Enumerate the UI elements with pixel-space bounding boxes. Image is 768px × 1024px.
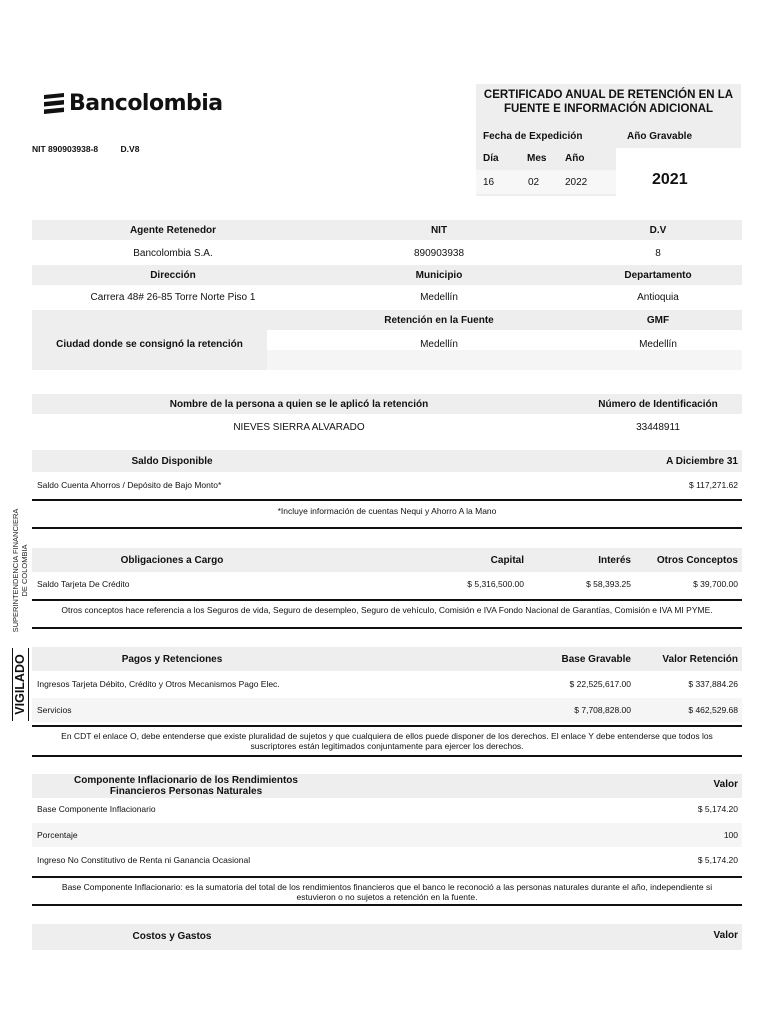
saldo-note: *Incluye información de cuentas Nequi y Ahorro A la Mano xyxy=(277,506,497,516)
numero-identificacion-value: 33448911 xyxy=(636,421,680,433)
ano-gravable-label: Año Gravable xyxy=(627,130,693,142)
costos-header: Costos y Gastos xyxy=(132,930,212,942)
divider xyxy=(32,627,742,629)
componente-row-label: Ingreso No Constitutivo de Renta ni Ganancia Ocasional xyxy=(37,855,251,865)
pagos-row-base: $ 22,525,617.00 xyxy=(569,679,631,689)
ciudad-label: Ciudad donde se consignó la retención xyxy=(56,338,243,350)
pagos-row-bg xyxy=(32,698,742,722)
valor-retencion-header: Valor Retención xyxy=(662,653,738,665)
divider xyxy=(32,599,742,601)
dv-value: 8 xyxy=(655,247,661,259)
pagos-header: Pagos y Retenciones xyxy=(121,653,223,665)
interes-header: Interés xyxy=(598,554,631,566)
nit-header: NIT xyxy=(430,224,448,236)
departamento-value: Antioquia xyxy=(637,291,679,303)
numero-identificacion-header: Número de Identificación xyxy=(598,398,718,410)
capital-header: Capital xyxy=(490,554,524,566)
componente-row-label: Base Componente Inflacionario xyxy=(37,804,156,814)
divider xyxy=(32,904,742,906)
interes-value: $ 58,393.25 xyxy=(586,579,631,589)
costos-valor-header: Valor xyxy=(713,929,738,941)
componente-note: Base Componente Inflacionario: es la sumatoria del total de los rendimientos financieros que el banco le reconoció a las personas naturales durante el año, independiente si estuvieron o no sujetos a retención en la fuente. xyxy=(61,882,713,902)
base-gravable-header: Base Gravable xyxy=(561,653,631,665)
dia-value: 16 xyxy=(483,176,495,188)
ano-value: 2022 xyxy=(565,176,588,188)
fecha-expedicion-label: Fecha de Expedición xyxy=(483,130,583,142)
nombre-persona-header: Nombre de la persona a quien se le aplicó la retención xyxy=(169,398,429,410)
pagos-row-valor: $ 337,884.26 xyxy=(688,679,738,689)
otros-conceptos-value: $ 39,700.00 xyxy=(693,579,738,589)
mes-value: 02 xyxy=(528,176,540,188)
mes-label: Mes xyxy=(527,152,547,164)
componente-row-value: $ 5,174.20 xyxy=(697,855,738,865)
retencion-fuente-header: Retención en la Fuente xyxy=(384,314,494,326)
gmf-ciudad-value: Medellín xyxy=(639,338,677,350)
certificate-title: CERTIFICADO ANUAL DE RETENCIÓN EN LA FUENTE E INFORMACIÓN ADICIONAL xyxy=(483,89,734,115)
componente-row-label: Porcentaje xyxy=(37,830,78,840)
retencion-ciudad-value: Medellín xyxy=(420,338,458,350)
superintendencia-label: SUPERINTENDENCIA FINANCIERA DE COLOMBIA xyxy=(11,508,29,633)
obligaciones-row-label: Saldo Tarjeta De Crédito xyxy=(37,579,130,589)
divider xyxy=(32,725,742,727)
date-values-bg xyxy=(476,170,616,194)
otros-conceptos-header: Otros Conceptos xyxy=(656,554,738,566)
componente-row-value: 100 xyxy=(723,830,738,840)
nit-line: NIT 890903938-8 D.V8 xyxy=(32,144,140,154)
agente-retenedor-value: Bancolombia S.A. xyxy=(133,247,213,259)
direccion-header: Dirección xyxy=(150,269,196,281)
agente-retenedor-header: Agente Retenedor xyxy=(129,224,217,236)
divider xyxy=(32,499,742,501)
componente-row-bg xyxy=(32,823,742,847)
dia-label: Día xyxy=(483,152,499,164)
departamento-header: Departamento xyxy=(624,269,692,281)
pagos-row-valor: $ 462,529.68 xyxy=(688,705,738,715)
componente-row-value: $ 5,174.20 xyxy=(697,804,738,814)
gmf-header: GMF xyxy=(646,314,670,326)
nombre-persona-value: NIEVES SIERRA ALVARADO xyxy=(233,421,365,433)
bancolombia-logo xyxy=(42,88,223,118)
ano-label: Año xyxy=(565,152,585,164)
componente-header: Componente Inflacionario de los Rendimientos Financieros Personas Naturales xyxy=(74,775,298,797)
pagos-note: En CDT el enlace O, debe entenderse que existe pluralidad de sujetos y que cualquiera de ellos puede disponer de los derechos. El enlace Y debe entenderse que todos los suscriptores están legitimados conjuntamente para ejercer los derechos. xyxy=(61,731,713,751)
saldo-row-value: $ 117,271.62 xyxy=(689,480,738,490)
pagos-row-label: Servicios xyxy=(37,705,72,715)
divider xyxy=(32,876,742,878)
nit-value: 890903938 xyxy=(413,247,465,259)
capital-value: $ 5,316,500.00 xyxy=(467,579,524,589)
obligaciones-note: Otros conceptos hace referencia a los Seguros de vida, Seguro de desempleo, Seguro de vehículo, Comisión e IVA Fondo Nacional de Garantías, Comisión e IVA MI PYME. xyxy=(61,605,713,615)
vigilado-label: VIGILADO xyxy=(12,648,29,721)
saldo-row-label: Saldo Cuenta Ahorros / Depósito de Bajo Monto* xyxy=(37,480,222,490)
brand-name: Bancolombia xyxy=(69,90,223,116)
municipio-value: Medellín xyxy=(420,291,458,303)
bancolombia-logo-icon xyxy=(42,92,66,114)
direccion-value: Carrera 48# 26-85 Torre Norte Piso 1 xyxy=(90,291,256,303)
dv-header: D.V xyxy=(649,224,667,236)
pagos-row-label: Ingresos Tarjeta Débito, Crédito y Otros Mecanismos Pago Elec. xyxy=(37,679,280,689)
saldo-disponible-header: Saldo Disponible xyxy=(131,455,213,467)
ano-gravable-value: 2021 xyxy=(652,171,688,188)
municipio-header: Municipio xyxy=(415,269,463,281)
divider xyxy=(32,755,742,757)
diciembre-header: A Diciembre 31 xyxy=(666,455,738,467)
divider xyxy=(32,527,742,529)
componente-valor-header: Valor xyxy=(713,778,738,790)
obligaciones-header: Obligaciones a Cargo xyxy=(120,554,224,566)
pagos-row-base: $ 7,708,828.00 xyxy=(574,705,631,715)
